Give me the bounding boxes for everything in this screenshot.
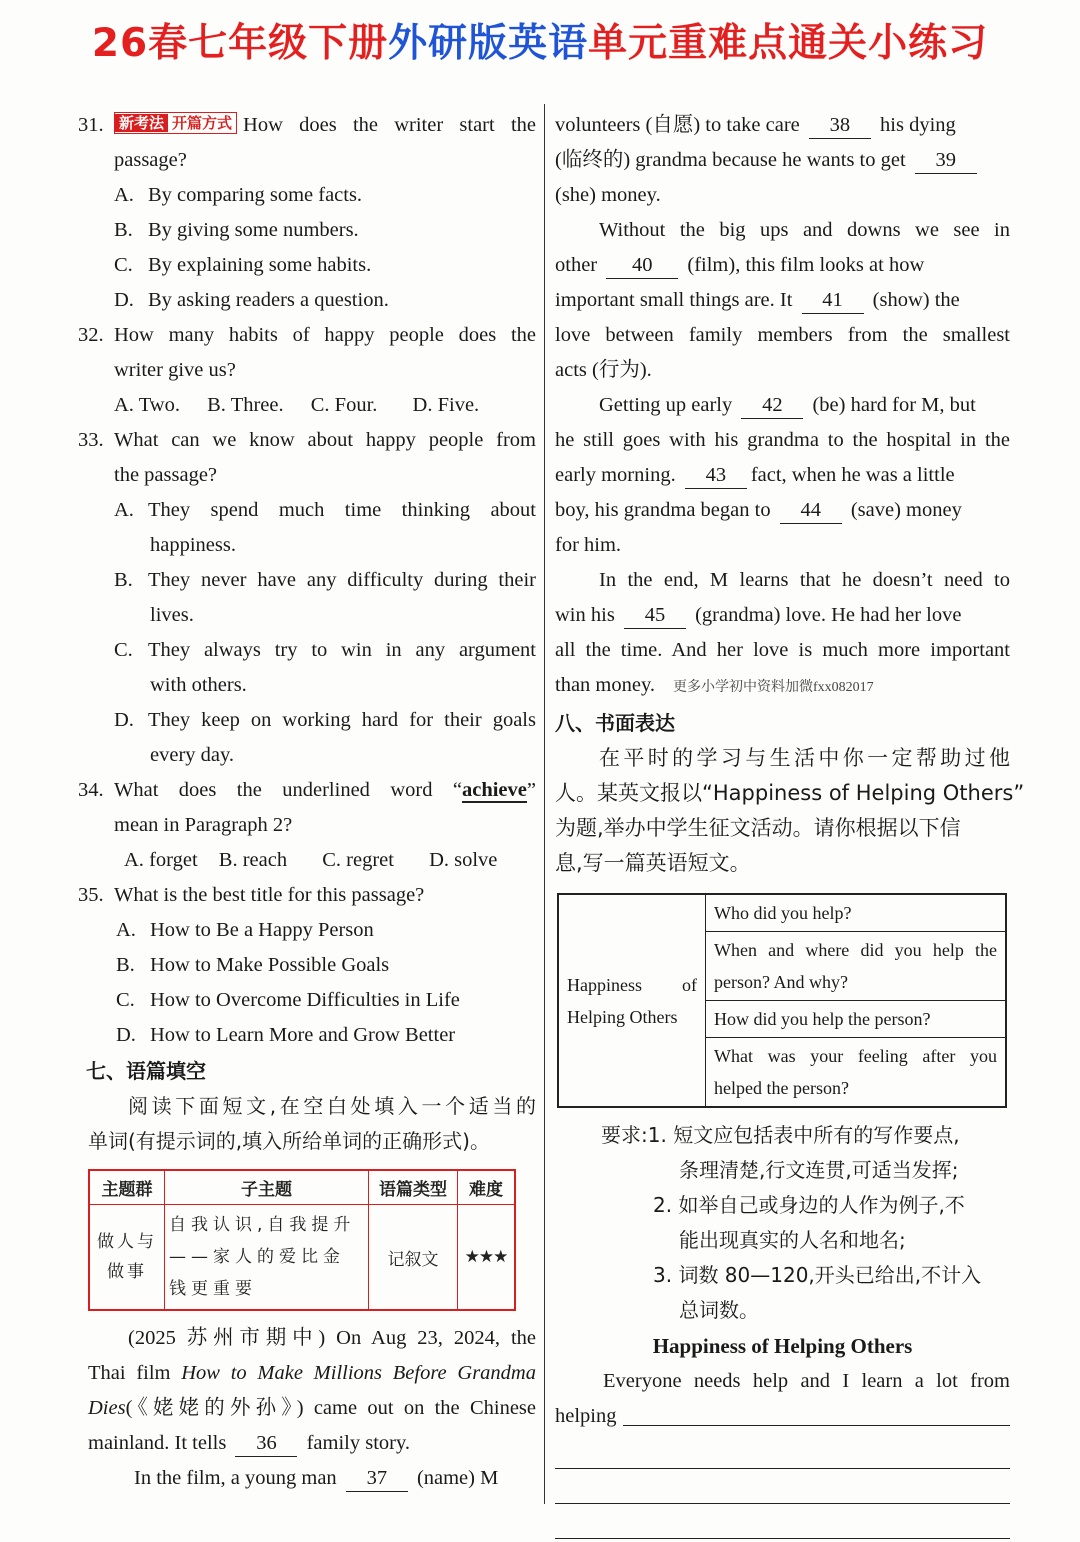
option[interactable]: C. They always try to win in any argument with others. — [114, 639, 536, 696]
page-title: 26春七年级下册外研版英语单元重难点通关小练习 — [91, 21, 989, 66]
blank-42[interactable]: 42 — [741, 392, 803, 419]
options-row — [78, 388, 536, 423]
blank-45[interactable]: 45 — [624, 602, 686, 629]
option[interactable]: B. Three. — [207, 394, 284, 416]
left-column: 31. 新考法 开篇方式 How does the writer start the passage? A. By comparing some facts. B. By giving some numbers. C. By explaining some habits. D. By asking readers a question. 32. How many habits of happy people does the writer give us? A. Two. B. Three. C. Four. D. Five. 33. What can we know about happy people from the passage? A. They spend much time thinking about happiness. B. They never have any difficulty during their lives. C. They always try to win in any argument with others. D. They keep on working hard for their goals every day. 34. What does the underlined word “achieve” mean in Paragraph 2? A. forget B. reach C. regret D. solve 35. What is the best title for this passage? A. How to Be a Happy Person B. How to Make Possible Goals C. How to Overcome Difficulties in Life D. How to Learn More and Grow Better 七、语篇填空 阅读下面短文,在空白处填入一个适当的 单词(有提示词的,填入所给单词的正确形式)。 主题群 子主题 语篇类型 难度 做人与做事 自我认识,自我提升——家人的爱比金钱更重要 记叙文 ★★★ (2025 苏州市期中) On Aug 23, 2024, the Thai film How to Make Millions Before Grandma Dies(《姥姥的外孙》) came out on the Chinese mainland. It tells 36 family story. In the film, a young man 37 (name) M — [78, 108, 536, 1496]
option[interactable]: A. By comparing some facts. — [114, 184, 363, 206]
writing-outline-table: Happiness of Helping Others Who did you help? When and where did you help the person? And why? How did you help the person? What was your feeling after you helped the person? — [557, 893, 1007, 1108]
passage-line: In the film, a young man 37 (name) M — [78, 1461, 536, 1496]
passage-line: Dies(《姥姥的外孙》) came out on the Chinese — [88, 1397, 536, 1419]
option[interactable]: C. By explaining some habits. — [114, 254, 372, 276]
answer-line[interactable] — [555, 1469, 1010, 1504]
passage-line: Thai film How to Make Millions Before Grandma — [88, 1362, 536, 1384]
answer-line[interactable] — [555, 1504, 1010, 1539]
answer-line[interactable] — [555, 1434, 1010, 1469]
passage-info-table: 主题群 子主题 语篇类型 难度 做人与做事 自我认识,自我提升——家人的爱比金钱更重要 记叙文 ★★★ — [88, 1169, 516, 1311]
option[interactable]: C. regret — [322, 849, 394, 871]
option[interactable]: B. reach — [218, 849, 288, 871]
option[interactable]: A. Two. — [114, 394, 180, 416]
option[interactable]: D. By asking readers a question. — [114, 289, 389, 311]
question-32: 32. How many habits of happy people does the — [78, 324, 536, 346]
blank-39[interactable]: 39 — [915, 147, 977, 174]
passage-line: (2025 苏州市期中) On Aug 23, 2024, the — [128, 1327, 536, 1349]
blank-41[interactable]: 41 — [802, 287, 864, 314]
section-8-heading: 八、书面表达 — [555, 711, 675, 735]
blank-37[interactable]: 37 — [346, 1465, 408, 1492]
question-33: 33. What can we know about happy people from — [78, 429, 536, 451]
question-35: 35. What is the best title for this passage? — [78, 884, 425, 906]
blank-36[interactable]: 36 — [235, 1430, 297, 1457]
option[interactable]: D. solve — [429, 849, 498, 871]
option[interactable]: D. How to Learn More and Grow Better — [116, 1024, 456, 1046]
watermark-text: 更多小学初中资料加微fxx082017 — [673, 680, 874, 695]
question-34: 34. What does the underlined word “achieve” — [78, 779, 536, 801]
option[interactable]: D. Five. — [412, 394, 480, 416]
option[interactable]: A. They spend much time thinking about happiness. — [114, 499, 536, 556]
option[interactable]: A. How to Be a Happy Person — [116, 919, 374, 941]
options-row — [78, 843, 536, 878]
blank-44[interactable]: 44 — [780, 497, 842, 524]
option[interactable]: D. They keep on working hard for their goals every day. — [114, 709, 536, 766]
option[interactable]: B. By giving some numbers. — [114, 219, 359, 241]
option[interactable]: B. How to Make Possible Goals — [116, 954, 390, 976]
underlined-word: achieve — [461, 779, 527, 801]
requirements: 要求:1. 短文应包括表中所有的写作要点, 条理清楚,行文连贯,可适当发挥; 2. 如举自己或身边的人作为例子,不 能出现真实的人名和地名; 3. 词数 80—120,开头已给出,不计入 总词数。 — [601, 1123, 982, 1322]
option[interactable]: C. How to Overcome Difficulties in Life — [116, 989, 460, 1011]
question-31: 31. 新考法 开篇方式 How does the writer start the — [78, 114, 536, 136]
section-7-heading: 七、语篇填空 — [86, 1059, 206, 1083]
blank-43[interactable]: 43 — [685, 462, 747, 489]
new-exam-tag: 新考法 开篇方式 — [114, 112, 237, 134]
passage-line: mainland. It tells 36 family story. — [78, 1426, 536, 1461]
option[interactable]: B. They never have any difficulty during their lives. — [114, 569, 536, 626]
option[interactable]: C. Four. — [310, 394, 378, 416]
blank-40[interactable]: 40 — [606, 252, 678, 279]
essay-title: Happiness of Helping Others — [652, 1334, 913, 1358]
right-column: volunteers (自愿) to take care 38 his dying (临终的) grandma because he wants to get 39 (she) money. Without the big ups and downs we see in other 40 (film), this film looks at how important small things are. It 41 (show) the love between family members from the smallest acts (行为). Getting up early 42 (be) hard for M, but he still goes with his grandma to the hospital in the early morning. 43 fact, when he was a little boy, his grandma began to 44 (save) money for him. In the end, M learns that he doesn’t need to win his 45 (grandma) love. He had her love all the time. And her love is much more important than money. 更多小学初中资料加微fxx082017 八、书面表达 在平时的学习与生活中你一定帮助过他 人。某英文报以“Happiness of Helping Others” 为题,举办中学生征文活动。请你根据以下信 息,写一篇英语短文。 Happiness of Helping Others Who did you help? When and where did you help the person? And why? How did you help the person? What was your feeling after you helped the person? 要求:1. 短文应包括表中所有的写作要点, 条理清楚,行文连贯,可适当发挥; 2. 如举自己或身边的人作为例子,不 能出现真实的人名和地名; 3. 词数 80—120,开头已给出,不计入 总词数。 Happiness of Helping Others Everyone needs help and I learn a lot from helping — [555, 108, 1010, 1539]
blank-38[interactable]: 38 — [809, 112, 871, 139]
column-divider — [544, 104, 545, 1504]
option[interactable]: A. forget — [124, 849, 198, 871]
